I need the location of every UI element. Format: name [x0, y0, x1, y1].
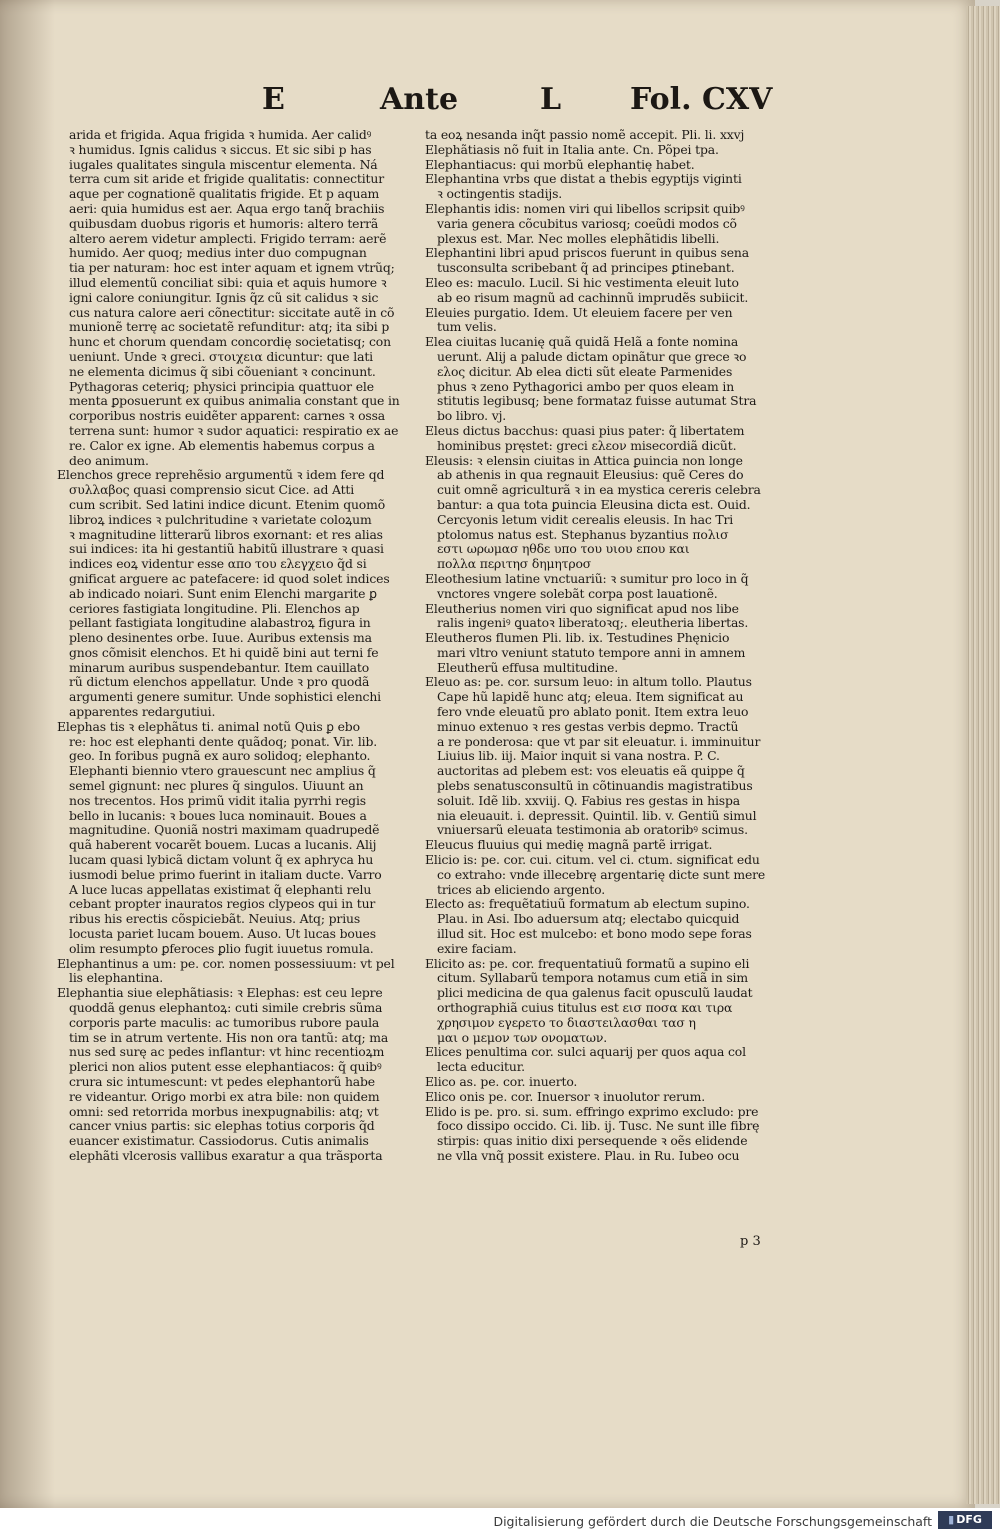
text-line: stirpis: quas initio dixi persequende ꝛ oẽs elidende	[437, 1134, 748, 1149]
entry-headword-line: Elephantina vrbs que distat a thebis egyptijs viginti	[425, 172, 742, 187]
entry-headword-line: Elido is pe. pro. si. sum. effringo exprimo excludo: pre	[425, 1104, 759, 1119]
text-line: tum velis.	[437, 320, 497, 335]
text-line: plebs senatusconsultũ in cõtinuandis magistratibus	[437, 779, 753, 794]
text-line: corporis parte maculis: ac tumoribus rubore paula	[69, 1015, 380, 1030]
text-line: χρησιμον εγερετο το διαστειλασθαι τασ η	[437, 1015, 696, 1030]
entry-headword-line: Elephantis idis: nomen viri qui libellos scripsit quibꝰ	[425, 201, 745, 216]
text-line: mari vltro veniunt statuto tempore anni in amnem	[437, 645, 746, 660]
text-line: pleno desinentes orbe. Iuue. Auribus extensis ma	[69, 631, 372, 646]
running-header	[0, 82, 966, 126]
entry-headword-line: Elico as. pe. cor. inuerto.	[425, 1075, 578, 1089]
entry-headword-line: Eleutherius nomen viri quo significat apud nos libe	[425, 601, 739, 616]
text-line: rũ dictum elenchos appellatur. Unde ꝛ pro quodã	[69, 675, 370, 690]
entry-headword-line: Eleuies purgatio. Idem. Ut eleuiem facere per ven	[425, 305, 733, 320]
text-line: trices ab eliciendo argento.	[437, 882, 606, 897]
text-line: apparentes redargutiui.	[69, 705, 216, 720]
text-line: tia per naturam: hoc est inter aquam et ignem vtrũq;	[69, 261, 395, 276]
text-line: vniuersarũ eleuata testimonia ab oratoribꝰ scimus.	[437, 823, 748, 838]
text-line: gnos cõmisit elenchos. Et hi quidẽ bini aut terni fe	[69, 645, 379, 660]
text-line: plexus est. Mar. Nec molles elephãtidis libelli.	[437, 231, 720, 246]
text-line: bello in lucanis: ꝛ boues luca nominauit. Boues a	[69, 808, 367, 823]
text-line: Plau. in Asi. Ibo aduersum atq; electabo quicquid	[437, 912, 740, 927]
text-line: ꝛ humidus. Ignis calidus ꝛ siccus. Et sic sibi p has	[69, 142, 372, 157]
entry-headword-line: Elephantia siue elephãtiasis: ꝛ Elephas: est ceu lepre	[57, 986, 383, 1001]
text-line: bo libro. vj.	[437, 409, 507, 424]
text-line: menta ꝑposuerunt ex quibus animalia constant que in	[69, 394, 400, 409]
text-line: fero vnde eleuatũ pro ablato ponit. Item extra leuo	[437, 705, 749, 720]
text-line: cum scribit. Sed latini indice dicunt. Etenim quomõ	[69, 497, 386, 512]
gutter-shadow	[0, 0, 55, 1508]
text-line: tim se in atrum vertente. His non ora tantũ: atq; ma	[69, 1030, 389, 1045]
text-line: citum. Syllabarũ tempora notamus cum etiã in sim	[437, 971, 748, 986]
entry-headword-line: Elicio is: pe. cor. cui. citum. vel ci. ctum. significat edu	[425, 853, 760, 868]
text-line: libroꝝ indices ꝛ pulchritudine ꝛ varietate coloꝝum	[69, 512, 372, 527]
text-line: terrena sunt: humor ꝛ sudor aquatici: respiratio ex ae	[69, 423, 399, 438]
entry-headword-line: Elenchos grece reprehẽsio argumentũ ꝛ idem fere qd	[57, 468, 385, 483]
text-line: munionẽ terrę ac societatẽ refunditur: atq; ita sibi p	[69, 320, 390, 335]
text-line: iusmodi belue primo fuerint in italiam ducte. Varro	[69, 867, 382, 882]
text-line: aque per cognationẽ qualitatis frigide. Et p aquam	[69, 187, 380, 202]
entry-headword-line: Elices penultima cor. sulci aquarij per quos aqua col	[425, 1045, 746, 1060]
text-line: semel gignunt: nec plures q̃ singulos. Uiuunt an	[69, 779, 364, 794]
text-line: A luce lucas appellatas existimat q̃ elephanti relu	[69, 882, 372, 897]
header-word: Ante	[380, 82, 459, 117]
text-line: lecta educitur.	[437, 1060, 525, 1075]
entry-headword-line: Electo as: frequẽtatiuũ formatum ab electum supino.	[425, 897, 750, 912]
text-line: orthographiã cuius titulus est εισ ποσα και τιρα	[437, 1001, 733, 1016]
text-line: co extraho: vnde illecebrę argentarię dicte sunt mere	[437, 867, 766, 882]
entry-headword-line: Eleucus fluuius qui medię magnã partẽ irrigat.	[425, 838, 713, 853]
text-line: auctoritas ad plebem est: vos eleuatis eã quippe q̃	[437, 764, 745, 779]
text-line: crura sic intumescunt: vt pedes elephantorũ habe	[69, 1075, 375, 1089]
dfg-logo: ▮ DFG	[938, 1511, 992, 1529]
text-line: bantur: a qua tota ꝑuincia Eleusina dicta est. Ouid.	[437, 497, 751, 512]
text-line: Elephanti biennio vtero grauescunt nec amplius q̃	[69, 764, 376, 779]
text-line: corporibus nostris euidẽter apparent: carnes ꝛ ossa	[69, 409, 386, 424]
text-line: argumenti genere sumitur. Unde sophistici elenchi	[69, 690, 381, 705]
text-line: stitutis legibusq; bene formataz fuisse autumat Stra	[437, 394, 757, 409]
text-line: aeri: quia humidus est aer. Aqua ergo tanq̃ brachiis	[69, 201, 385, 216]
text-line: hunc et chorum quendam concordię societatisq; con	[69, 335, 391, 350]
funding-note: Digitalisierung gefördert durch die Deutsche Forschungsgemeinschaft	[493, 1514, 932, 1529]
entry-headword-line: Elephantiacus: qui morbũ elephantię habet.	[425, 157, 695, 172]
text-line: igni calore coniungitur. Ignis q̃z cũ sit calidus ꝛ sic	[69, 290, 379, 305]
entry-headword-line: Elephantini libri apud priscos fuerunt in quibus sena	[425, 246, 749, 261]
text-line: lis elephantina.	[69, 971, 163, 986]
text-line: quoddã genus elephantoꝝ: cuti simile crebris sũma	[69, 1001, 383, 1016]
text-line: euancer existimatur. Cassiodorus. Cutis animalis	[69, 1134, 369, 1149]
text-line: cebant propter inauratos regios clypeos qui in tur	[69, 897, 376, 912]
text-line: Cercyonis letum vidit cerealis eleusis. In hac Tri	[437, 512, 734, 527]
text-line: varia genera cõcubitus variosq; coeũdi modos cõ	[437, 216, 737, 231]
text-line: Cape hũ lapidẽ hunc atq; eleua. Item significat au	[437, 690, 744, 705]
text-line: ελος dicitur. Ab elea dicti sũt eleate Parmenides	[437, 364, 733, 379]
text-line: nos trecentos. Hos primũ vidit italia pyrrhi regis	[69, 793, 366, 808]
text-line: arida et frigida. Aqua frigida ꝛ humida. Aer calidꝰ	[69, 128, 372, 142]
entry-headword-line: Eleothesium latine vnctuariũ: ꝛ sumitur pro loco in q̃	[425, 571, 749, 586]
text-line: Liuius lib. iij. Maior inquit si vana nostra. P. C.	[437, 749, 720, 764]
text-line: ne elementa dicimus q̃ sibi cõueniant ꝛ concinunt.	[69, 364, 376, 379]
text-line: πολλα περιτησ δημητροσ	[437, 557, 592, 572]
text-line: soluit. Idẽ lib. xxviij. Q. Fabius res gestas in hispa	[437, 793, 741, 808]
text-line: re. Calor ex igne. Ab elementis habemus corpus a	[69, 438, 375, 453]
text-line: quã haberent vocarẽt bouem. Lucas a lucanis. Alij	[69, 838, 377, 853]
text-line: συλλαβος quasi comprensio sicut Cice. ad Atti	[69, 483, 355, 498]
text-line: ralis ingeniꝰ ꝗuatoꝛ liberatoꝛq;. eleutheria libertas.	[437, 616, 749, 631]
text-line: cancer vnius partis: sic elephas totius corporis q̃d	[69, 1119, 375, 1134]
text-line: minuo extenuo ꝛ res gestas verbis deꝑmo. Tractũ	[437, 719, 739, 734]
text-column-right	[425, 128, 793, 1164]
text-line: pellant fastigiata longitudine alabastroꝝ figura in	[69, 616, 371, 631]
text-line: ꝛ magnitudine litterarũ libros exornant: et res alias	[69, 527, 383, 542]
text-line: deo animum.	[69, 453, 149, 468]
text-line: ꝛ octingentis stadijs.	[437, 187, 563, 202]
text-line: nus sed surę ac pedes inflantur: vt hinc recentioꝝm	[69, 1045, 385, 1060]
text-line: illud elementũ conciliat sibi: quia et aquis humore ꝛ	[69, 275, 387, 290]
text-line: εστι ωρωμασ ηθδε υπο του υιου επου και	[437, 542, 690, 557]
page-fore-edge	[966, 6, 1000, 1504]
text-line: ab athenis in qua regnauit Eleusius: quẽ Ceres do	[437, 468, 744, 483]
text-line: μαι ο μεμον των ονοματων.	[437, 1030, 608, 1045]
header-letter-right: L	[540, 82, 562, 117]
text-line: foco dissipo occido. Ci. lib. ij. Tusc. Ne sunt ille fibrę	[437, 1119, 760, 1134]
text-line: humido. Aer quoq; medius inter duo compugnan	[69, 246, 367, 261]
text-line: tusconsulta scribebant q̃ ad principes ꝑtinebant.	[437, 261, 735, 276]
entry-headword-line: Elephantinus a um: pe. cor. nomen possessiuum: vt pel	[57, 956, 395, 971]
text-line: elephãti vlcerosis vallibus exaratur a qua trãsporta	[69, 1148, 383, 1163]
text-line: ab indicado noiari. Sunt enim Elenchi margarite ꝑ	[69, 586, 377, 601]
entry-headword-line: Eleus dictus bacchus: quasi pius pater: q̃ libertatem	[425, 423, 745, 438]
text-line: re videantur. Origo morbi ex atra bile: non quidem	[69, 1089, 380, 1104]
text-line: ptolomus natus est. Stephanus byzantius πολισ	[437, 527, 729, 542]
text-line: plici medicina de qua galenus facit opusculũ laudat	[437, 986, 753, 1001]
entry-headword-line: Elico onis pe. cor. Inuersor ꝛ inuolutor rerum.	[425, 1089, 706, 1104]
text-line: gnificat arguere ac patefacere: id quod solet indices	[69, 571, 390, 586]
text-column-left	[57, 128, 419, 1164]
text-line: minarum auribus suspendebantur. Item cauillato	[69, 660, 370, 675]
text-line: Pythagoras ceteriq; physici principia quattuor ele	[69, 379, 374, 394]
text-line: ceriores fastigiata longitudine. Pli. Elenchos ap	[69, 601, 360, 616]
text-line: terra cum sit aride et frigide qualitatis: connectitur	[69, 172, 384, 187]
text-line: iugales qualitates singula miscentur elementa. Ná	[69, 157, 378, 172]
entry-headword-line: Elicito as: pe. cor. frequentatiuũ formatũ a supino eli	[425, 956, 750, 971]
text-line: altero aerem videtur amplecti. Frigido terram: aerẽ	[69, 231, 387, 246]
text-line: ne vlla vnq̃ possit existere. Plau. in Ru. Iubeo ocu	[437, 1148, 740, 1163]
text-line: nia eleuauit. i. depressit. Quintil. lib. v. Gentiũ simul	[437, 808, 757, 823]
text-line: indices eoꝝ videntur esse απο του ελεγχειο q̃d si	[69, 557, 367, 572]
entry-headword-line: Eleuo as: pe. cor. sursum leuo: in altum tollo. Plautus	[425, 675, 752, 690]
text-line: locusta pariet lucam bouem. Auso. Ut lucas boues	[69, 927, 376, 942]
text-line: cus natura calore aeri cõnectitur: siccitate autẽ in cõ	[69, 305, 395, 320]
entry-headword-line: Elephas tis ꝛ elephãtus ti. animal notũ Quis ꝑ ebo	[57, 719, 360, 734]
text-line: lucam quasi lybicã dictam volunt q̃ ex aphryca hu	[69, 853, 374, 868]
text-line: vnctores vngere solebãt corpa post lauationẽ.	[437, 586, 718, 601]
folio-number: Fol. CXV	[630, 82, 773, 117]
text-line: Eleutherũ effusa multitudine.	[437, 660, 619, 675]
text-line: a re ponderosa: que vt par sit eleuatur. i. imminuitur	[437, 734, 761, 749]
text-line: plerici non alios putent esse elephantiacos: q̃ quibꝰ	[69, 1060, 382, 1075]
entry-headword-line: ta eoꝝ nesanda inq̃t passio nomẽ accepit. Pli. li. xxvj	[425, 128, 745, 142]
header-letter-left: E	[262, 82, 285, 117]
entry-headword-line: Elea ciuitas lucanię quã quidã Helã a fonte nomina	[425, 335, 739, 350]
text-line: uerunt. Alij a palude dictam opinãtur que grece ꝛo	[437, 349, 747, 364]
text-line: sui indices: ita hi gestantiũ habitũ illustrare ꝛ quasi	[69, 542, 384, 557]
text-line: olim resumpto ꝑferoces ꝑlio fugit iuuetus romula.	[69, 941, 374, 956]
text-line: re: hoc est elephanti dente quãdoq; ponat. Vir. lib.	[69, 734, 378, 749]
text-line: ribus his erectis cõspiciebãt. Neuius. Atq; prius	[69, 912, 361, 927]
text-line: quibusdam duobus rigoris et humoris: altero terrã	[69, 216, 379, 231]
text-line: magnitudine. Quoniã nostri maximam quadrupedẽ	[69, 823, 380, 838]
text-line: ueniunt. Unde ꝛ greci. στοιχεια dicuntur: que lati	[69, 349, 373, 364]
text-line: ab eo risum magnũ ad cachinnũ imprudẽs subiicit.	[437, 290, 749, 305]
text-line: geo. In foribus pugnã ex auro solidoq; elephanto.	[69, 749, 371, 764]
entry-headword-line: Elephãtiasis nõ fuit in Italia ante. Cn. Põpei tpa.	[425, 142, 719, 157]
entry-headword-line: Eleo es: maculo. Lucil. Si hic vestimenta eleuit luto	[425, 275, 739, 290]
entry-headword-line: Eleusis: ꝛ elensin ciuitas in Attica ꝑuincia non longe	[425, 453, 743, 468]
entry-headword-line: Eleutheros flumen Pli. lib. ix. Testudines Phęnicio	[425, 631, 730, 646]
text-line: omni: sed retorrida morbus inexpugnabilis: atq; vt	[69, 1104, 379, 1119]
text-line: illud sit. Hoc est mulcebo: et bono modo sepe foras	[437, 927, 752, 942]
text-line: exire faciam.	[437, 941, 517, 956]
dfg-logo-text: DFG	[956, 1513, 982, 1526]
text-line: hominibus pręstet: greci ελεον misecordiã dicũt.	[437, 438, 737, 453]
text-line: cuit omnẽ agriculturã ꝛ in ea mystica cereris celebra	[437, 483, 761, 498]
signature-mark: p 3	[740, 1234, 761, 1249]
text-line: phus ꝛ zeno Pythagorici ambo per quos eleam in	[437, 379, 735, 394]
